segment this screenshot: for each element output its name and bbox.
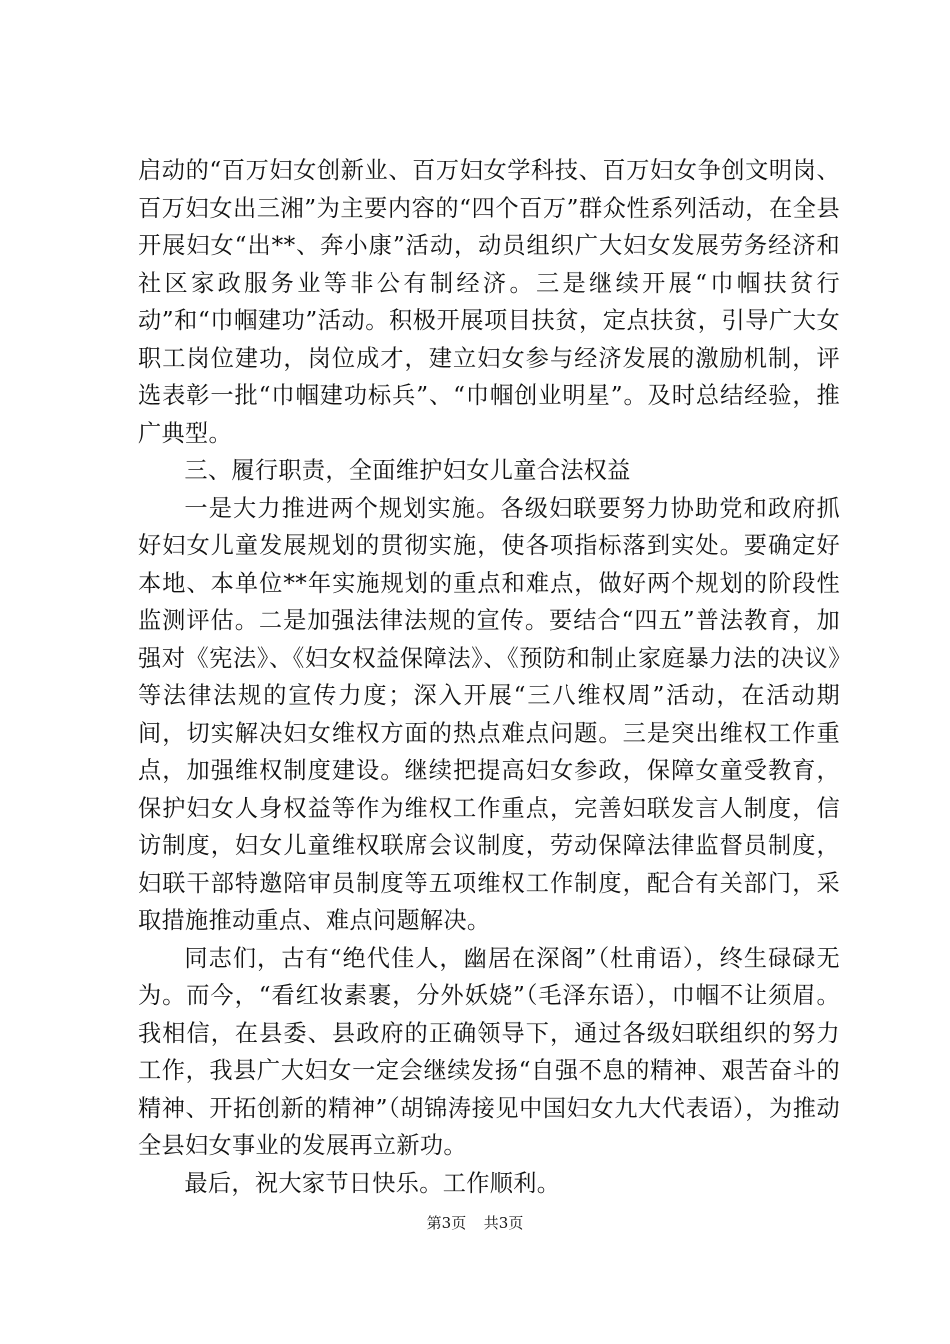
page-total: 共3页 — [483, 1214, 524, 1232]
paragraph-rights-measures: 一是大力推进两个规划实施。各级妇联要努力协助党和政府抓好妇女儿童发展规划的贯彻实施，使各项指标落到实处。要确定好本地、本单位**年实施规划的重点和难点，做好两个规划的阶段性监测评估。二是加强法律法规的宣传。要结合“四五”普法教育，加强对《宪法》、《妇女权益保障法》、《预防和制止家庭暴力法的决议》等法律法规的宣传力度；深入开展“三八维权周”活动，在活动期间，切实解决妇女维权方面的热点难点问题。三是突出维权工作重点，加强维权制度建设。继续把提高妇女参政，保障女童受教育，保护妇女人身权益等作为维权工作重点，完善妇联发言人制度，信访制度，妇女儿童维权联席会议制度，劳动保障法律监督员制度，妇联干部特邀陪审员制度等五项维权工作制度，配合有关部门，采取措施推动重点、难点问题解决。 — [138, 494, 840, 934]
paragraph-economy-continued: 启动的“百万妇女创新业、百万妇女学科技、百万妇女争创文明岗、百万妇女出三湘”为主要内容的“四个百万”群众性系列活动，在全县开展妇女“出**、奔小康”活动，动员组织广大妇女发展劳务经济和社区家政服务业等非公有制经济。三是继续开展“巾帼扶贫行动”和“巾帼建功”活动。积极开展项目扶贫，定点扶贫，引导广大女职工岗位建功，岗位成才，建立妇女参与经济发展的激励机制，评选表彰一批“巾帼建功标兵”、“巾帼创业明星”。及时总结经验，推广典型。 — [138, 157, 840, 447]
paragraph-final-wishes: 最后，祝大家节日快乐。工作顺利。 — [184, 1169, 561, 1197]
page-number: 第3页 — [426, 1214, 467, 1232]
section-heading-rights: 三、履行职责，全面维护妇女儿童合法权益 — [184, 457, 631, 484]
document-body — [138, 152, 840, 1202]
paragraph-closing-remarks: 同志们，古有“绝代佳人，幽居在深阁”（杜甫语），终生碌碌无为。而今，“看红妆素裹，分外妖娆”（毛泽东语），巾帼不让须眉。我相信，在县委、县政府的正确领导下，通过各级妇联组织的努力工作，我县广大妇女一定会继续发扬“自强不息的精神、艰苦奋斗的精神、开拓创新的精神”（胡锦涛接见中国妇女九大代表语），为推动全县妇女事业的发展再立新功。 — [138, 944, 840, 1159]
page-footer — [0, 1213, 950, 1233]
